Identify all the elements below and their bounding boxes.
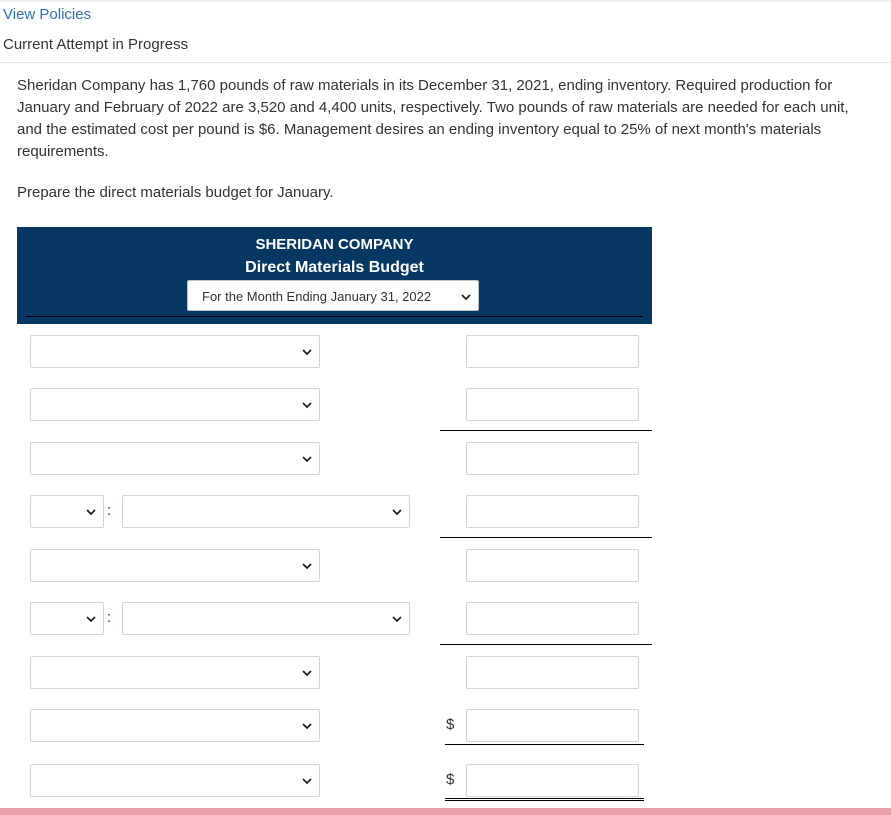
top-border [0,0,891,2]
chevron-down-icon [301,667,313,679]
budget-row-4-label-select[interactable] [122,495,410,528]
budget-row-6-operator-select[interactable] [30,602,104,635]
chevron-down-icon [391,613,403,625]
bottom-bar [0,808,891,815]
chevron-down-icon [301,399,313,411]
dollar-sign: $ [446,771,455,788]
chevron-down-icon [301,346,313,358]
budget-title: Direct Materials Budget [245,259,424,276]
colon-separator: : [107,502,112,519]
subtotal-line [440,644,652,645]
question-instruction: Prepare the direct materials budget for January. [17,184,334,201]
chevron-down-icon [85,613,97,625]
chevron-down-icon [460,291,472,303]
view-policies-link[interactable]: View Policies [3,6,92,23]
colon-separator: : [107,609,112,626]
chevron-down-icon [301,775,313,787]
chevron-down-icon [301,560,313,572]
dollar-sign: $ [446,716,455,733]
budget-row-8-amount-input[interactable] [466,709,639,742]
budget-row-6-amount-input[interactable] [466,602,639,635]
subtotal-line [445,744,644,745]
budget-row-4-operator-select[interactable] [30,495,104,528]
budget-row-1-amount-input[interactable] [466,335,639,368]
budget-row-8-label-select[interactable] [30,709,320,742]
budget-row-2-label-select[interactable] [30,388,320,421]
subtotal-line [440,537,652,538]
budget-row-7-label-select[interactable] [30,656,320,689]
budget-row-6-label-select[interactable] [122,602,410,635]
chevron-down-icon [391,506,403,518]
chevron-down-icon [301,720,313,732]
header-underline [26,316,643,317]
budget-row-3-amount-input[interactable] [466,442,639,475]
budget-row-5-amount-input[interactable] [466,549,639,582]
question-text: Sheridan Company has 1,760 pounds of raw materials in its December 31, 2021, ending inventory. Required production for January and February of 2022 are 3,520 and 4,400 units, respectively. Two pounds of raw materials are needed for each unit, and the estimated cost per pound is $6. Management desires an ending inventory equal to 25% of next month's materials requirements. [17,77,849,160]
budget-row-9-amount-input[interactable] [466,764,639,797]
subtotal-line [440,430,652,431]
chevron-down-icon [85,506,97,518]
divider [0,62,891,63]
budget-row-7-amount-input[interactable] [466,656,639,689]
period-select[interactable] [187,280,479,311]
chevron-down-icon [301,453,313,465]
budget-row-9-label-select[interactable] [30,764,320,797]
budget-row-2-amount-input[interactable] [466,388,639,421]
budget-row-3-label-select[interactable] [30,442,320,475]
budget-header [17,227,652,324]
period-select-value: For the Month Ending January 31, 2022 [202,289,432,304]
budget-row-4-amount-input[interactable] [466,495,639,528]
total-double-underline [445,798,644,801]
company-name: SHERIDAN COMPANY [255,236,414,253]
budget-row-5-label-select[interactable] [30,549,320,582]
budget-row-1-label-select[interactable] [30,335,320,368]
attempt-status: Current Attempt in Progress [3,36,189,53]
